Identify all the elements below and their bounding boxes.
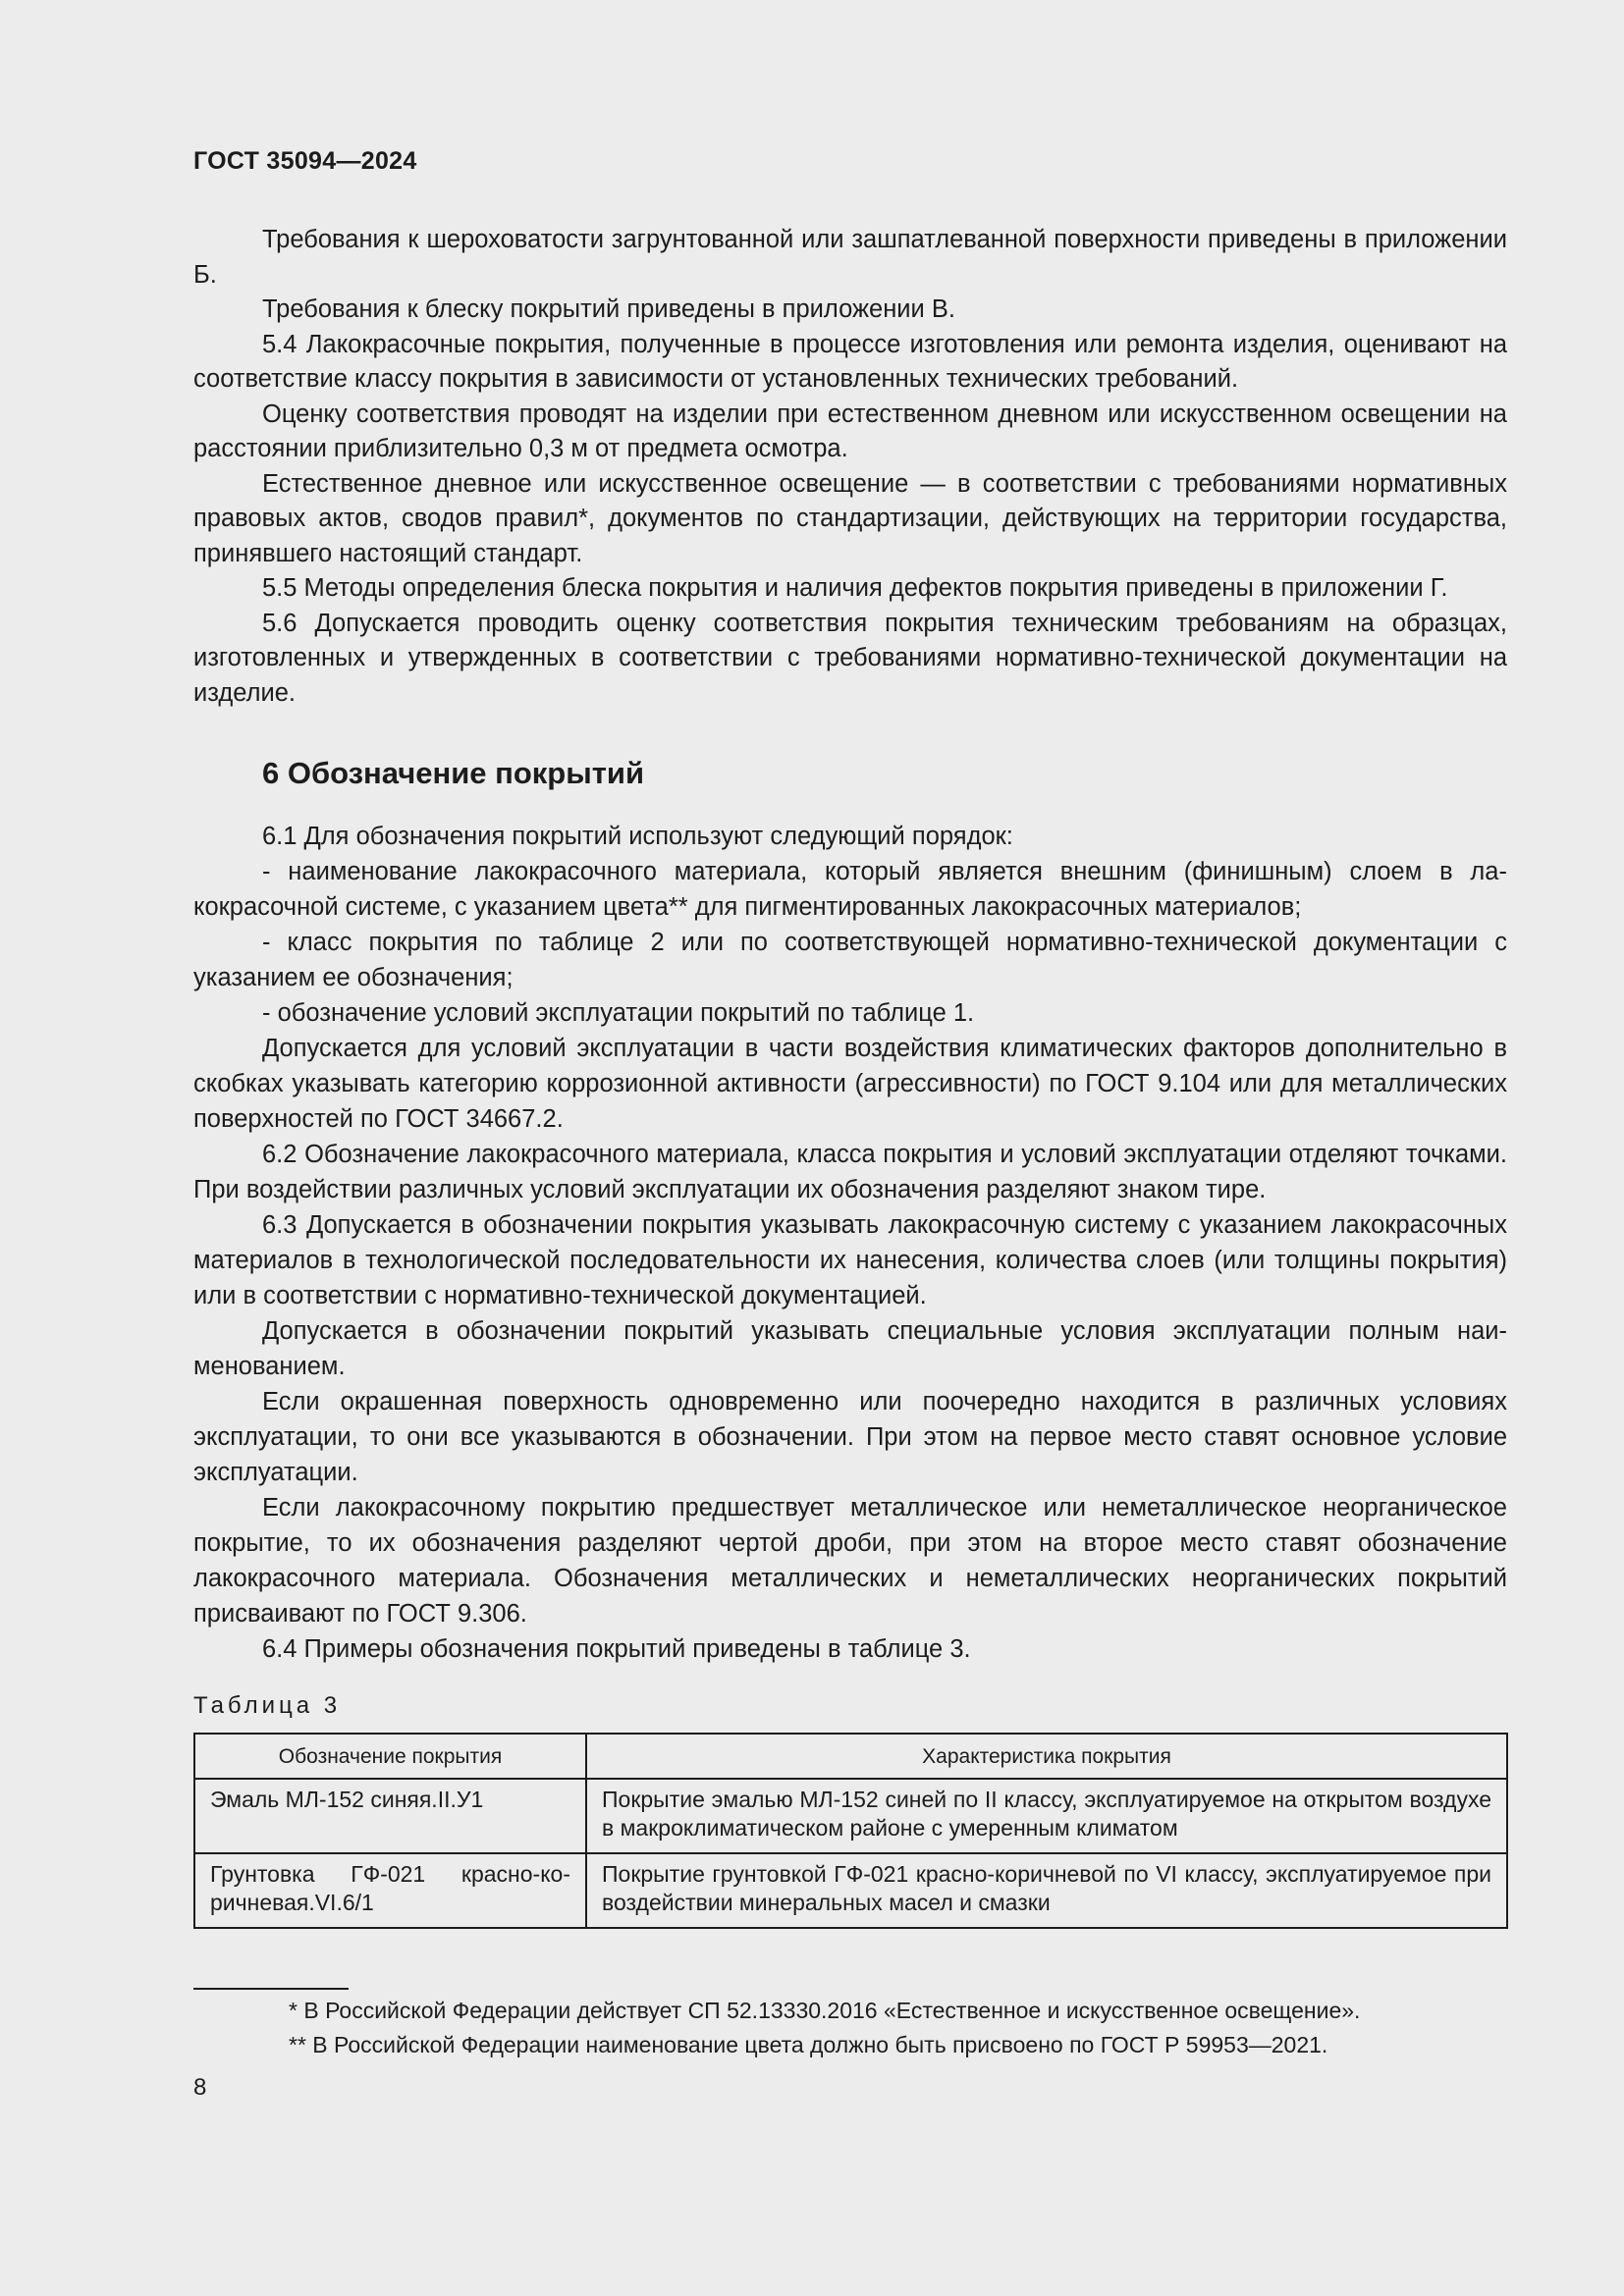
paragraph: Допускается для условий эксплуатации в части воздействия климатических факторов дополнительно в скобках указывать категорию коррозионной активности (агрессивности) по ГОСТ 9.104 или для металлических поверхностей по ГОСТ 34667.2. bbox=[193, 1035, 1507, 1133]
table-header-cell: Обозначение покрытия bbox=[194, 1734, 586, 1779]
footnote: ** В Российской Федерации наименование цвета должно быть присвоено по ГОСТ Р 59953—2021. bbox=[289, 2032, 1328, 2057]
paragraph: 6.4 Примеры обозначения покрытий приведены в таблице 3. bbox=[262, 1635, 971, 1663]
page-number: 8 bbox=[193, 2074, 207, 2101]
table-caption: Таблица 3 bbox=[193, 1692, 342, 1719]
footnote: * В Российской Федерации действует СП 52.13330.2016 «Естественное и искусственное освещение». bbox=[289, 1998, 1361, 2023]
paragraph: Допускается в обозначении покрытий указывать специальные условия эксплуатации полным наименованием. bbox=[193, 1317, 1507, 1380]
body-text-top bbox=[193, 223, 1507, 711]
coating-designation-table bbox=[193, 1733, 1508, 1929]
paragraph: 5.4 Лакокрасочные покрытия, полученные в процессе изготовления или ремонта изделия, оценивают на соответствие классу покрытия в зависимости от установленных технических требований. bbox=[193, 330, 1507, 393]
paragraph: Требования к блеску покрытий приведены в приложении В. bbox=[262, 295, 955, 323]
paragraph: Если лакокрасочному покрытию предшествует металлическое или неметаллическое неорганическое покрытие, то их обозначения разделяют чертой дроби, при этом на второе место ставят обозначение лакокрасочного материала. Обозначения металлических и неметаллических неорганических покрытий присваивают по ГОСТ 9.306. bbox=[193, 1494, 1507, 1628]
footnote-divider bbox=[193, 1988, 349, 1990]
table-cell: Грунтовка ГФ-021 красно-коричневая.VI.6/1 bbox=[194, 1853, 586, 1928]
table-cell: Покрытие эмалью МЛ-152 синей по II классу, эксплуатируемое на открытом воздухе в макроклиматическом районе с умеренным климатом bbox=[586, 1779, 1507, 1853]
paragraph: 5.5 Методы определения блеска покрытия и наличия дефектов покрытия приведены в приложении Г. bbox=[262, 574, 1448, 602]
table-cell: Эмаль МЛ-152 синяя.II.У1 bbox=[194, 1779, 586, 1853]
table-header-row bbox=[194, 1734, 1507, 1779]
footnotes bbox=[193, 1994, 1507, 2062]
paragraph: Оценку соответствия проводят на изделии при естественном дневном или искусственном освещении на расстоянии приблизительно 0,3 м от предмета осмотра. bbox=[193, 400, 1507, 462]
paragraph: 6.1 Для обозначения покрытий используют следующий порядок: bbox=[262, 823, 1013, 850]
list-item: - обозначение условий эксплуатации покрытий по таблице 1. bbox=[262, 999, 975, 1027]
table-cell: Покрытие грунтовкой ГФ-021 красно-коричневой по VI классу, эксплуатируемое при воздействии минеральных масел и смазки bbox=[586, 1853, 1507, 1928]
table-row bbox=[194, 1853, 1507, 1928]
paragraph: Если окрашенная поверхность одновременно или поочередно находится в различных условиях эксплуатации, то они все указываются в обозначении. При этом на первое место ставят основное условие эксплуатации. bbox=[193, 1388, 1507, 1486]
paragraph: Требования к шероховатости загрунтованной или зашпатлеванной поверхности приведены в приложении Б. bbox=[193, 226, 1507, 289]
paragraph: 5.6 Допускается проводить оценку соответствия покрытия техническим требованиям на образцах, изготовленных и утвержденных в соответствии с требованиями нормативно-технической документации на изделие. bbox=[193, 609, 1507, 707]
paragraph: Естественное дневное или искусственное освещение — в соответствии с требованиями нормативных правовых актов, сводов правил*, документов по стандартизации, действующих на территории государства, принявшего настоящий стандарт. bbox=[193, 469, 1507, 567]
table-row bbox=[194, 1779, 1507, 1853]
list-item: - класс покрытия по таблице 2 или по соответствующей нормативно-технической документации с указанием ее обозначения; bbox=[193, 929, 1507, 991]
paragraph: 6.2 Обозначение лакокрасочного материала, класса покрытия и условий эксплуатации отделяют точками. При воздействии различных условий эксплуатации их обозначения разделяют знаком тире. bbox=[193, 1141, 1507, 1203]
document-header: ГОСТ 35094—2024 bbox=[193, 147, 417, 175]
section-body bbox=[193, 819, 1507, 1667]
section-title: 6 Обозначение покрытий bbox=[262, 756, 644, 790]
list-item: - наименование лакокрасочного материала, который является внешним (финишным) слоем в лакокрасочной системе, с указанием цвета** для пигментированных лакокрасочных материалов; bbox=[193, 858, 1507, 921]
table-header-cell: Характеристика покрытия bbox=[586, 1734, 1507, 1779]
paragraph: 6.3 Допускается в обозначении покрытия указывать лакокрасочную систему с указанием лакокрасочных материалов в технологической последовательности их нанесения, количества слоев (или толщины покрытия) или в соответствии с нормативно-технической документацией. bbox=[193, 1211, 1507, 1309]
